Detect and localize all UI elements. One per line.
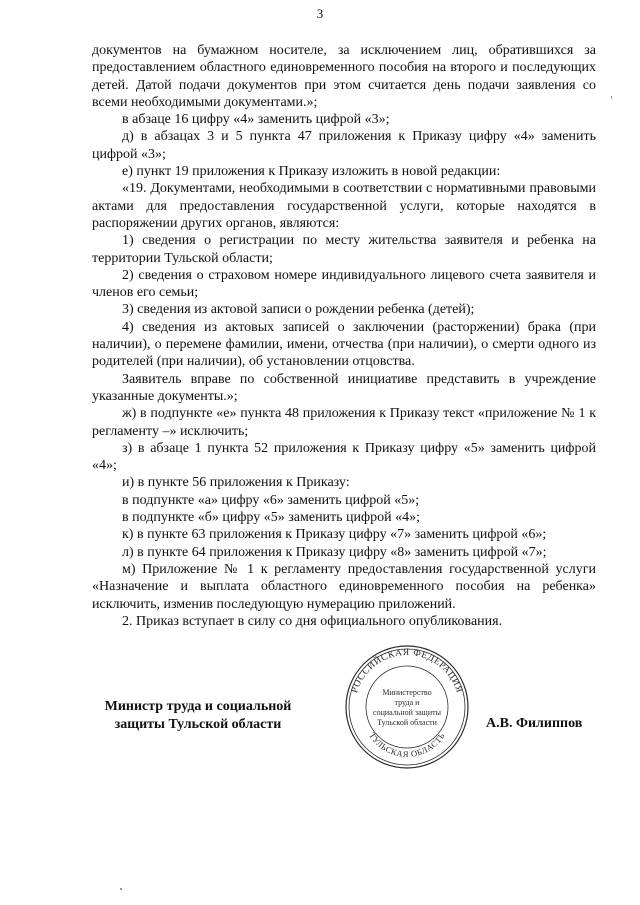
scan-artifact [611,96,612,99]
paragraph: Заявитель вправе по собственной инициативе представить в учреждение указанные документы.»; [92,371,596,404]
signatory-name: А.В. Филиппов [486,716,583,731]
paragraph: 2) сведения о страховом номере индивидуального лицевого счета заявителя и членов его семьи; [92,267,596,301]
seal-stamp [343,643,471,771]
signatory-position-line: защиты Тульской области [114,717,282,732]
paragraph: в подпункте «б» цифру «5» заменить цифрой «4»; [122,510,420,526]
paragraph: в подпункте «а» цифру «6» заменить цифрой «5»; [122,492,420,508]
paragraph: ж) в подпункте «е» пункта 48 приложения к Приказу текст «приложение № 1 к регламенту –» исключить; [92,406,596,439]
paragraph: к) в пункте 63 приложения к Приказу цифру «7» заменить цифрой «6»; [122,527,547,543]
paragraph: «19. Документами, необходимыми в соответствии с нормативными правовыми актами для предоставления государственной услуги, которые находятся в распоряжении других органов, являются: [92,181,596,231]
seal-outer-text: РОССИЙСКАЯ ФЕДЕРАЦИЯ [350,647,464,695]
paragraph: е) пункт 19 приложения к Приказу изложить в новой редакции: [122,164,501,180]
paragraph: 2. Приказ вступает в силу со дня официального опубликования. [122,613,503,629]
paragraph: л) в пункте 64 приложения к Приказу цифру «8» заменить цифрой «7»; [122,544,547,560]
paragraph: документов на бумажном носителе, за исключением лиц, обратившихся за предоставлением областного единовременного пособия на второго и последующих детей. Датой подачи документов при этом считается день подачи заявления со всеми необходимыми документами.»; [92,43,596,110]
seal-bottom-text: ТУЛЬСКАЯ ОБЛАСТЬ [367,730,447,760]
paragraph: в абзаце 16 цифру «4» заменить цифрой «3»; [122,112,390,128]
signatory-position [92,698,304,734]
seal-center-text: Министерство [382,688,432,697]
paragraph: з) в абзаце 1 пункта 52 приложения к Приказу цифру «5» заменить цифрой «4»; [92,440,596,474]
signatory-position-line: Министр труда и социальной [104,699,292,714]
scan-artifact [120,888,122,890]
seal-center-text: социальной защиты [373,708,441,717]
paragraph: 4) сведения из актовых записей о заключении (расторжении) брака (при наличии), о перемене фамилии, имени, отчества (при наличии), о смерти одного из родителей (при наличии), об установлении отцовства. [92,319,596,370]
official-seal [343,643,471,771]
paragraph: д) в абзацах 3 и 5 пункта 47 приложения к Приказу цифру «4» заменить цифрой «3»; [92,129,596,162]
page-number: 3 [316,6,324,21]
paragraph: 1) сведения о регистрации по месту жительства заявителя и ребенка на территории Тульской области; [92,233,596,266]
paragraph: и) в пункте 56 приложения к Приказу: [122,475,350,491]
document-body [92,42,596,630]
paragraph: м) Приложение № 1 к регламенту предоставления государственной услуги «Назначение и выплата областного единовременного пособия на ребенка» исключить, изменив последующую нумерацию приложений. [92,561,596,612]
seal-center-text: труда и [394,698,420,707]
seal-center-text: Тульской области [377,718,437,727]
paragraph: 3) сведения из актовой записи о рождении ребенка (детей); [122,302,475,318]
